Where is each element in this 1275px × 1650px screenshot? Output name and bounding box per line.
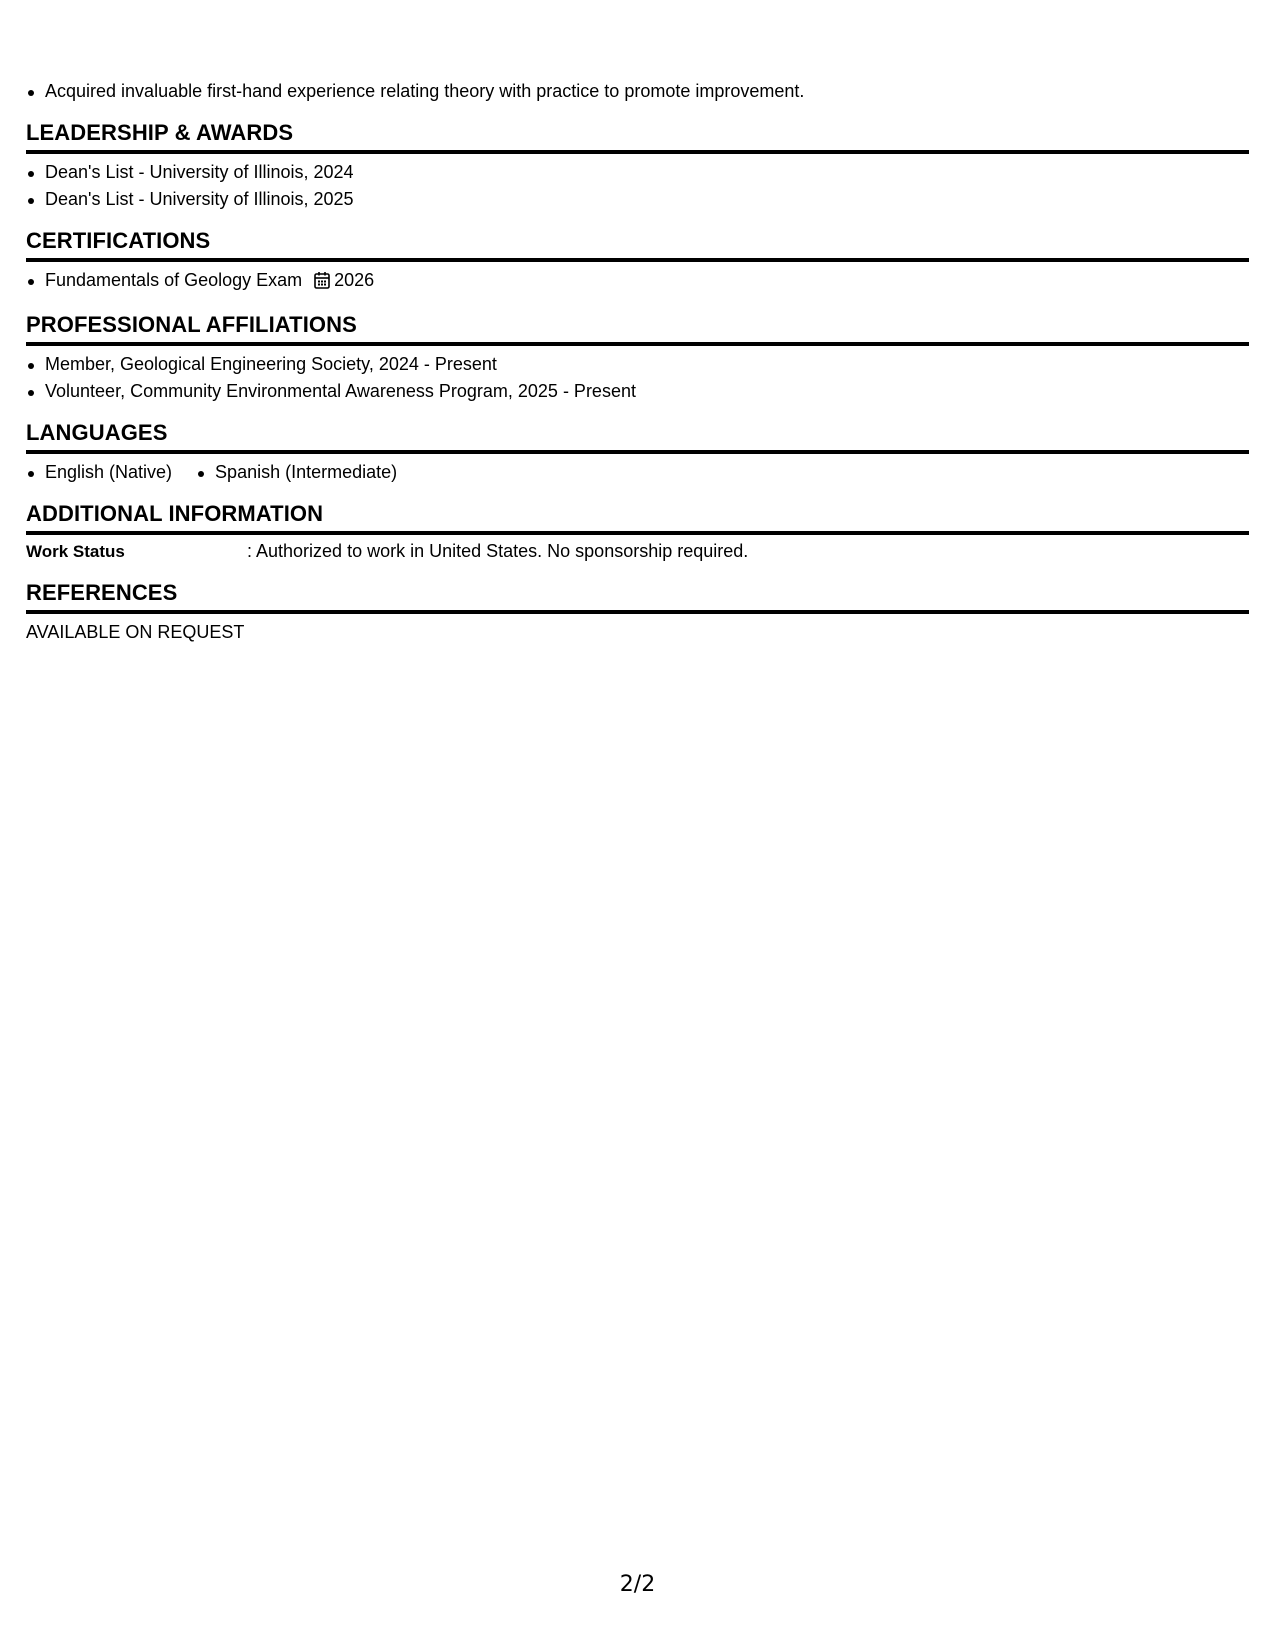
leadership-section bbox=[26, 119, 1249, 213]
experience-bullets bbox=[26, 78, 1249, 105]
list-item: Dean's List - University of Illinois, 2025 bbox=[26, 186, 1249, 213]
certifications-title: CERTIFICATIONS bbox=[26, 227, 1249, 262]
list-item: Volunteer, Community Environmental Awareness Program, 2025 - Present bbox=[26, 378, 1249, 405]
languages-title: LANGUAGES bbox=[26, 419, 1249, 454]
work-status-value: : Authorized to work in United States. No sponsorship required. bbox=[247, 541, 749, 561]
experience-bullet: Acquired invaluable first-hand experience relating theory with practice to promote improvement. bbox=[26, 78, 1249, 105]
additional-section bbox=[26, 500, 1249, 565]
language-item: Spanish (Intermediate) bbox=[196, 459, 397, 486]
leadership-list bbox=[26, 159, 1249, 213]
languages-section bbox=[26, 419, 1249, 486]
references-section bbox=[26, 579, 1249, 646]
certifications-section bbox=[26, 227, 1249, 297]
affiliations-section bbox=[26, 311, 1249, 405]
language-item: English (Native) bbox=[26, 459, 172, 486]
affiliations-list bbox=[26, 351, 1249, 405]
leadership-title: LEADERSHIP & AWARDS bbox=[26, 119, 1249, 154]
page-number: 2/2 bbox=[619, 1572, 656, 1597]
certification-name: Fundamentals of Geology Exam bbox=[45, 270, 303, 290]
work-status-label: Work Status bbox=[26, 542, 125, 561]
languages-list bbox=[26, 459, 1249, 486]
additional-title: ADDITIONAL INFORMATION bbox=[26, 500, 1249, 535]
certification-date: 2026 bbox=[334, 270, 375, 290]
calendar-icon bbox=[314, 270, 330, 297]
list-item bbox=[26, 267, 1249, 297]
work-status-row bbox=[26, 538, 1249, 565]
references-text: AVAILABLE ON REQUEST bbox=[26, 622, 245, 642]
list-item: Member, Geological Engineering Society, 2024 - Present bbox=[26, 351, 1249, 378]
resume-page bbox=[26, 78, 1249, 646]
list-item: Dean's List - University of Illinois, 2024 bbox=[26, 159, 1249, 186]
certifications-list bbox=[26, 267, 1249, 297]
references-title: REFERENCES bbox=[26, 579, 1249, 614]
affiliations-title: PROFESSIONAL AFFILIATIONS bbox=[26, 311, 1249, 346]
